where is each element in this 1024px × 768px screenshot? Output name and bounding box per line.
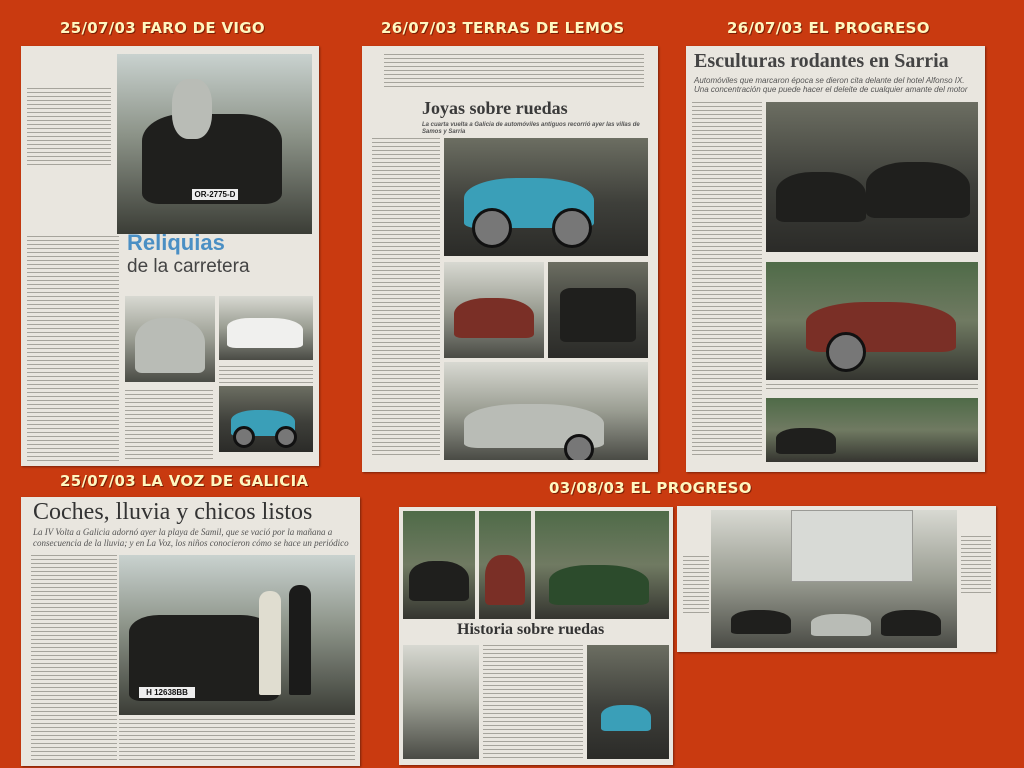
headline-historia-sobre-ruedas: Historia sobre ruedas — [457, 621, 605, 638]
photo-blue-vintage-racer — [444, 138, 648, 256]
photo-street-cars-3 — [535, 511, 669, 619]
clipping-la-voz-de-galicia[interactable] — [21, 497, 360, 766]
subheadline-progreso1: Automóviles que marcaron época se dieron cita delante del hotel Alfonso IX. Una concentración que puede hacer el deleite de cualquier amante del motor — [694, 76, 968, 94]
photo-silver-car — [125, 296, 215, 382]
caption-el-progreso-1: 26/07/03 EL PROGRESO — [727, 19, 930, 37]
photo-silver-rolls — [444, 362, 648, 460]
photo-crowd-sarria — [766, 398, 978, 462]
photo-red-roadster — [444, 262, 544, 358]
subheadline-voz: La IV Volta a Galicia adornó ayer la playa de Samil, que se vació por la mañana a consecuencia de la lluvia; y en La Voz, los niños conocieron cómo se hace un periódico — [33, 527, 349, 548]
photo-black-sedan — [548, 262, 648, 358]
caption-terras-de-lemos: 26/07/03 TERRAS DE LEMOS — [381, 19, 625, 37]
headline-coches-lluvia: Coches, lluvia y chicos listos — [33, 499, 313, 525]
headline-esculturas-rodantes: Esculturas rodantes en Sarria — [694, 50, 949, 72]
photo-vintage-car-front — [117, 54, 312, 234]
clipping-el-progreso-2[interactable] — [399, 507, 673, 765]
headline-de-la-carretera: de la carretera — [127, 256, 250, 277]
clipping-terras-de-lemos[interactable] — [362, 46, 658, 472]
caption-faro-de-vigo: 25/07/03 FARO DE VIGO — [60, 19, 265, 37]
photo-rolls-royce-samil — [119, 555, 355, 715]
clipping-el-progreso-2-b[interactable] — [677, 506, 996, 652]
photo-people-with-cars — [766, 262, 978, 380]
caption-el-progreso-2: 03/08/03 EL PROGRESO — [549, 479, 752, 497]
photo-street-cars-1 — [403, 511, 475, 619]
headline-reliquias: Reliquias — [127, 230, 225, 255]
photo-street-cars-2 — [479, 511, 531, 619]
clipping-faro-de-vigo[interactable] — [21, 46, 319, 466]
headline-joyas-sobre-ruedas: Joyas sobre ruedas — [422, 98, 568, 118]
caption-la-voz-de-galicia: 25/07/03 LA VOZ DE GALICIA — [60, 472, 309, 490]
license-plate: OR-2775-D — [192, 189, 238, 200]
photo-plaza-gathering — [711, 510, 957, 648]
photo-white-convertible — [219, 296, 313, 360]
photo-crowd-2 — [403, 645, 479, 759]
photo-cars-parade — [587, 645, 669, 759]
license-plate-voz: H 12638BB — [139, 687, 195, 698]
photo-car-row-sarria — [766, 102, 978, 252]
photo-blue-racer — [219, 386, 313, 452]
clipping-el-progreso-1[interactable] — [686, 46, 985, 472]
subheadline-terras: La cuarta vuelta a Galicia de automóviles antiguos recorrió ayer las villas de Samos y Sarria — [422, 122, 640, 135]
